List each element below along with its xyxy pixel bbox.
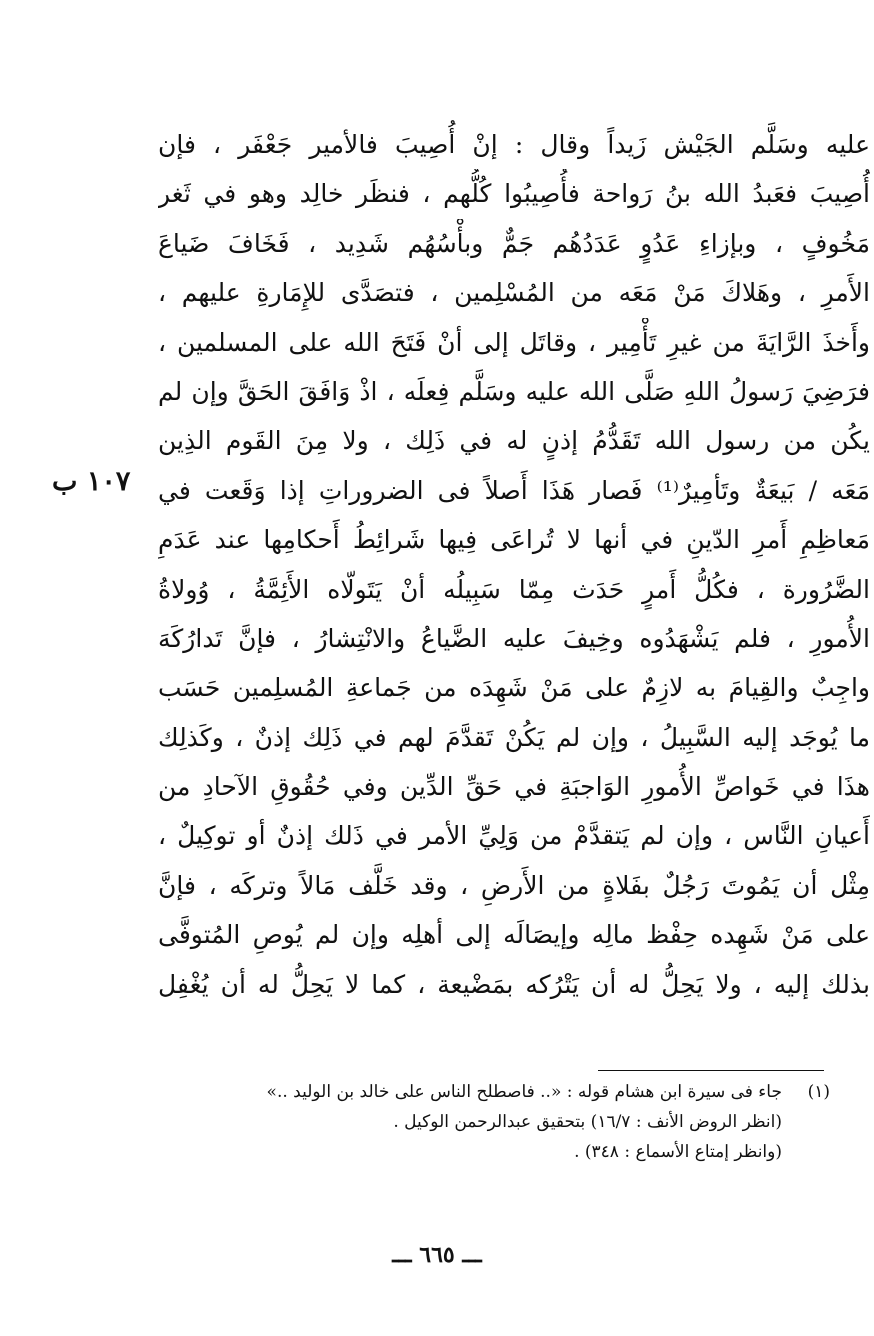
manuscript-folio-marker: ١٠٧ ب [52,466,131,497]
footnote-text: (انظر الروض الأنف : ١٦/٧) بتحقيق عبدالرحمن الوكيل . [393,1112,782,1132]
text-line: هذَا في خَواصِّ الأُمورِ الوَاجبَةِ في حَقِّ الدِّين وفي حُقُوقِ الآحادِ من [158,772,870,802]
footnote-line [160,1107,830,1137]
text-line: على مَنْ شَهِده حِفْظ مالِه وإيصَالَه إلى أهلِه وإن لم يُوصِ المُتوفَّى [158,920,870,950]
text-line: يكُن من رسول الله تَقَدُّمُ إذنٍ له في ذَلِك ، ولا مِنَ القَوم الذِين [158,426,870,456]
page-number-text: ـــ ٦٦٥ ـــ [392,1242,482,1268]
footnote-separator [598,1070,824,1071]
text-line: الأُمورِ ، فلم يَشْهَدُوه وخِيفَ عليه الضَّياعُ والانْتِشارُ ، فإنَّ تَدارُكَهَ [158,623,870,653]
text-line: أَعيانِ النَّاس ، وإن لم يَتقدَّمْ من وَلِيِّ الأمر في ذَلك إذنٌ أو توكِيلٌ ، [158,821,870,851]
text-line: مَعاظِمِ أَمرِ الدّينِ في أنها لا تُراعَى فِيها شَرائِطُ أَحكامِها عند عَدَمِ [158,525,870,555]
text-line: بذلك إليه ، ولا يَحِلُّ له أن يَتْرُكه بمَضْيعة ، كما لا يَحِلُّ له أن يُغْفِل [158,969,870,999]
footnotes-block [160,1077,830,1167]
main-text-block [158,120,870,1009]
footnote-text: (وانظر إمتاع الأسماع : ٣٤٨) . [574,1142,782,1162]
footnote-line [160,1077,830,1107]
footnote-number [782,1137,830,1167]
text-line: وأَخذَ الرَّايَةَ من غيرِ تَأْمِير ، وقاتَل إلى أنْ فَتَحَ الله على المسلمين ، [158,327,870,357]
text-line: مِثْل أن يَمُوتَ رَجُلٌ بفَلاةٍ من الأَرضِ ، وقد خَلَّف مَالاً وتركَه ، فإنَّ [158,870,870,900]
footnote-text: جاء فى سيرة ابن هشام قوله : «.. فاصطلح الناس على خالد بن الوليد ..» [266,1082,782,1102]
text-line: واجِبٌ والقِيامَ به لازِمٌ على مَنْ شَهِدَه من جَماعةِ المُسلِمين حَسَب [158,673,870,703]
text-line: أُصِيبَ فعَبدُ الله بنُ رَواحة فأُصِيبُوا كُلُّهم ، فنظَر خالِد وهو في ثَغر [158,179,870,209]
page-number [0,1242,874,1268]
text-line: الضَّرُورة ، فكُلُّ أَمرٍ حَدَث مِمّا سَبِيلُه أنْ يَتَولّاه الأَئِمَّةُ ، وُولاةُ [158,574,870,604]
footnote-number [782,1107,830,1137]
text-line: عليه وسَلَّم الجَيْش زَيداً وقال : إنْ أُصِيبَ فالأمير جَعْفَر ، فإن [158,130,870,159]
footnote-number: (١) [807,1082,830,1102]
text-line: ما يُوجَد إليه السَّبِيلُ ، وإن لم يَكُنْ تَقدَّمَ لهم في ذَلِك إذنٌ ، وكَذلِك [158,722,870,752]
text-line: الأَمرِ ، وهَلاكَ مَنْ مَعَه من المُسْلِمين ، فتصَدَّى للإِمَارةِ عليهم ، [158,278,870,308]
footnote-line [160,1137,830,1167]
text-line: مَعَه / بَيعَةٌ وتَأمِيرٌ⁽¹⁾ فَصار هَذَا أَصلاً فى الضروراتِ إذا وَقَعت في [158,475,870,505]
text-line: مَخُوفٍ ، وبإزاءِ عَدُوٍ عَدَدُهُم جَمٌّ وبأْسُهُم شَدِيد ، فَخَافَ ضَياعَ [158,228,870,258]
text-line: فرَضِيَ رَسولُ اللهِ صَلَّى الله عليه وسَلَّم فِعلَه ، اذْ وَافَقَ الحَقَّ وإن لم [158,376,870,406]
